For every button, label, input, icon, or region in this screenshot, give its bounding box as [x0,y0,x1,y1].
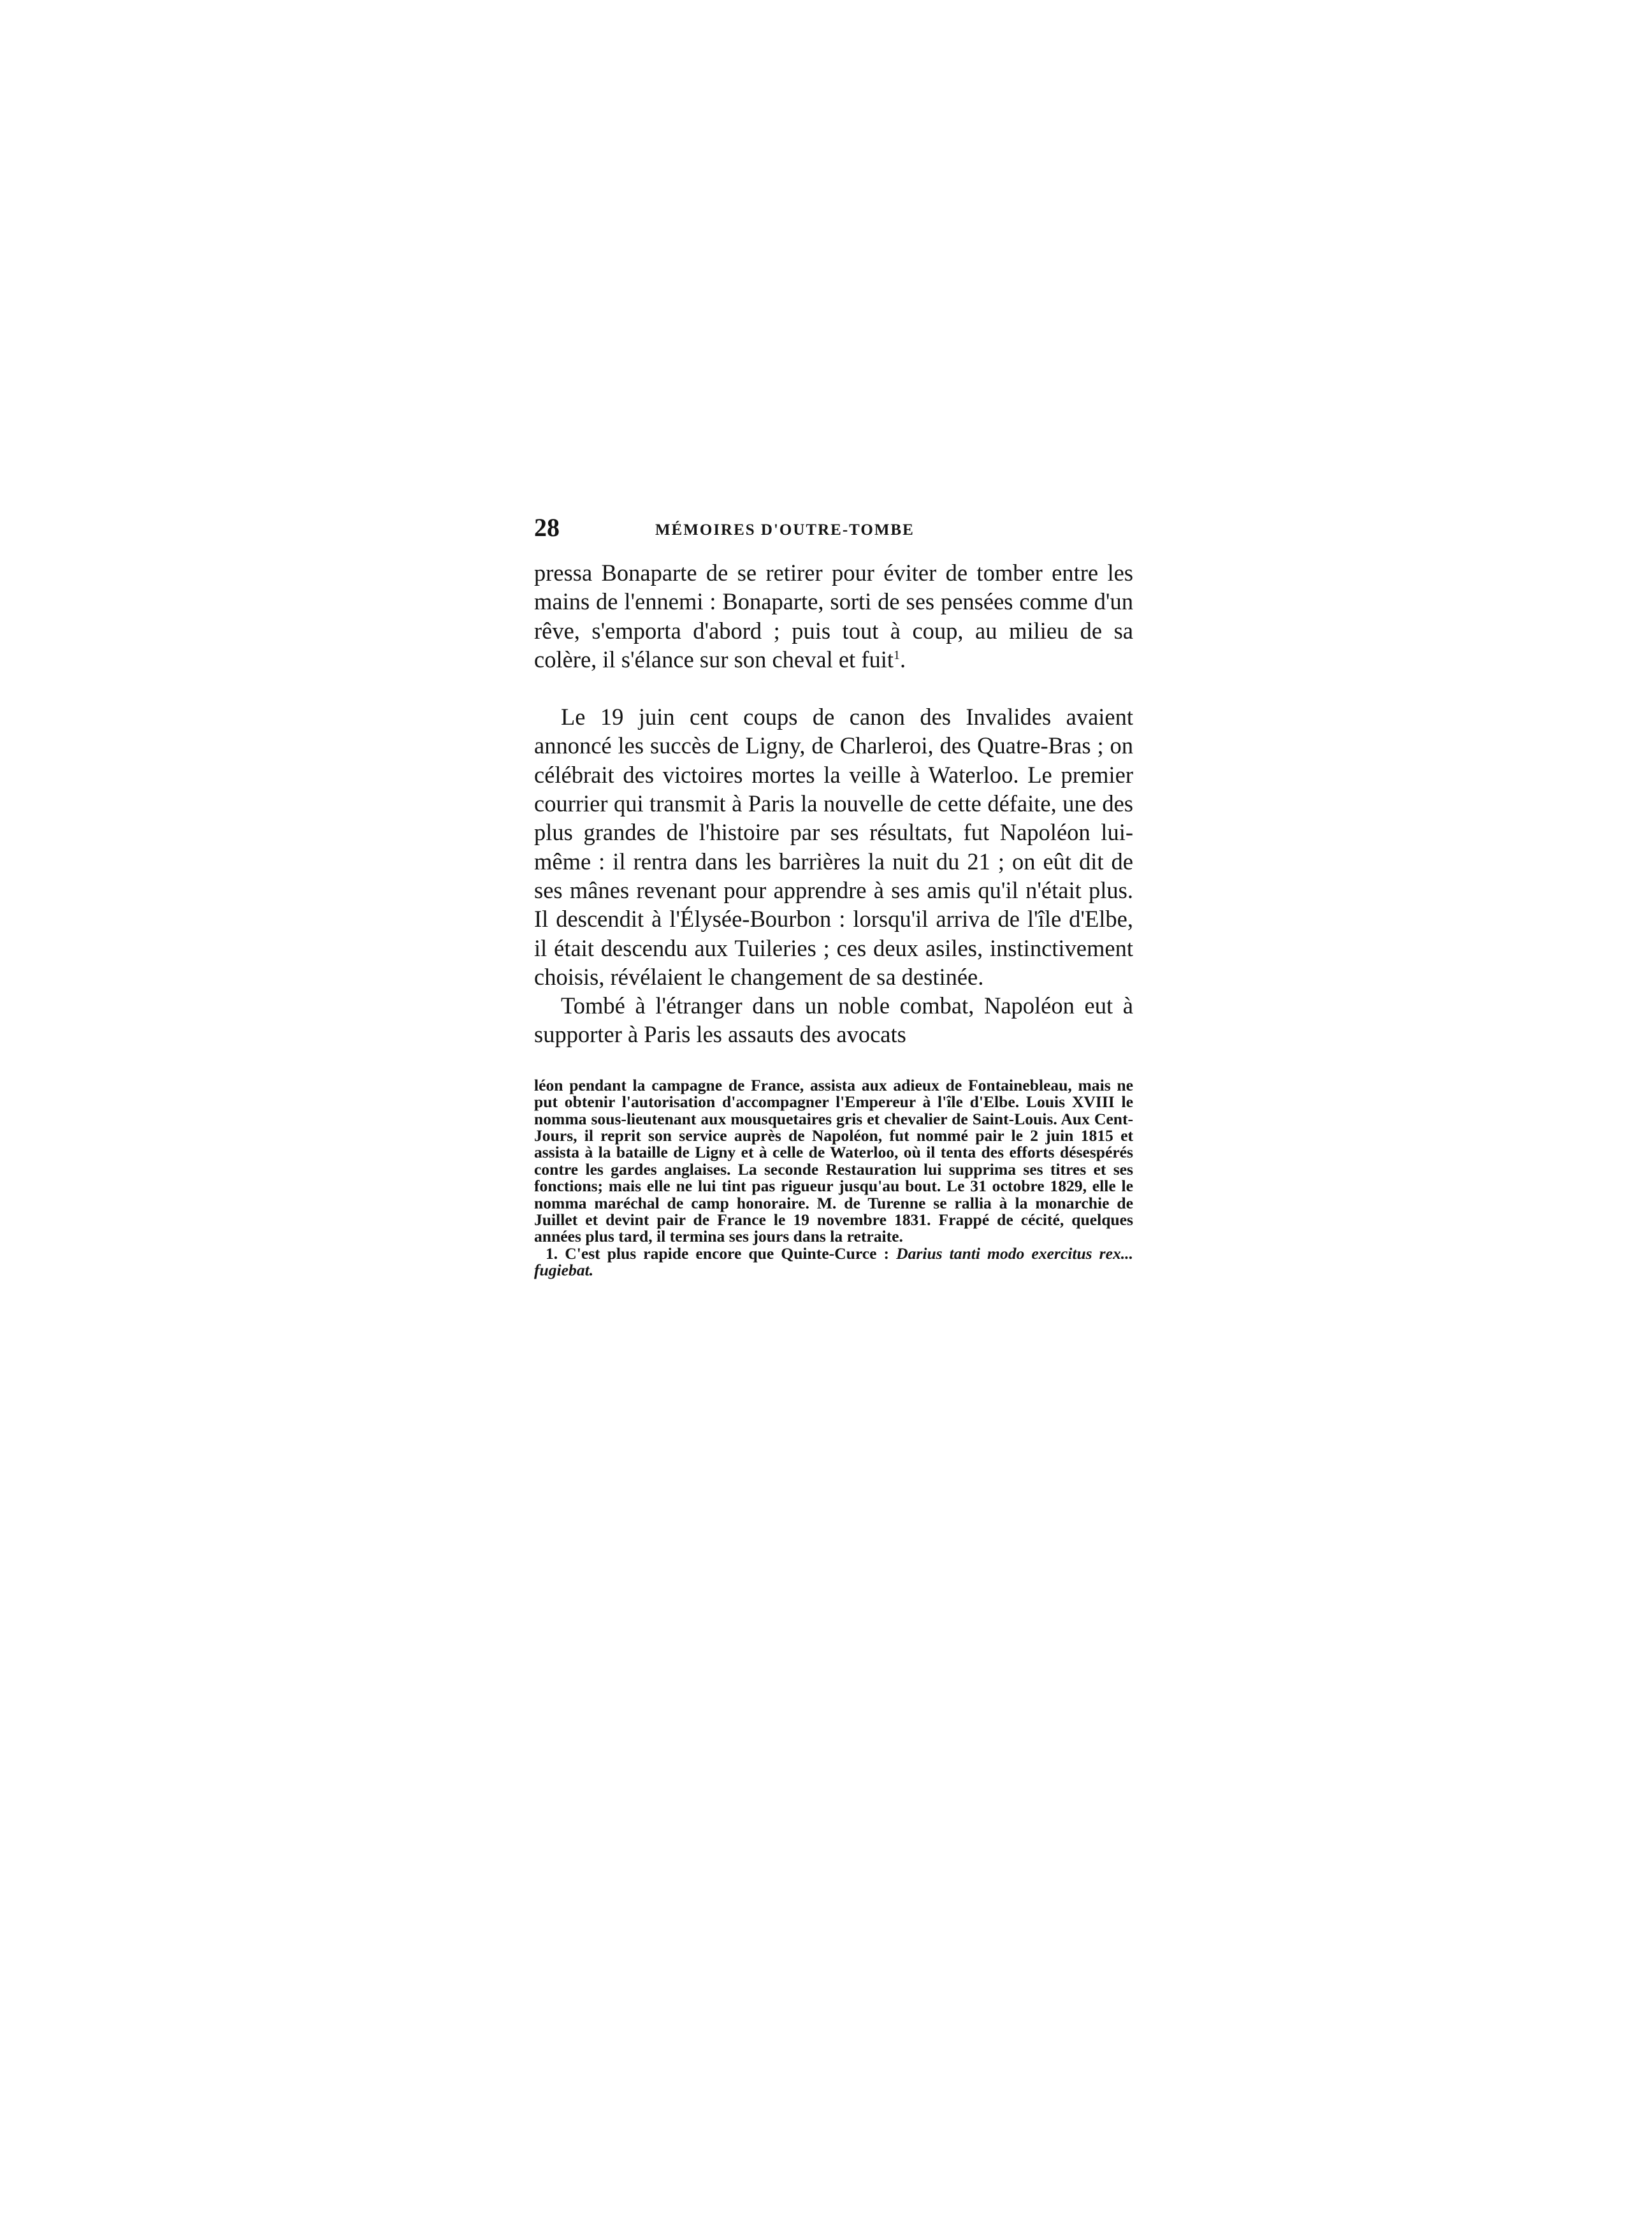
paragraph-continued [534,558,1133,674]
book-page [534,515,1133,1279]
footnote-text: C'est plus rapide encore que Quinte-Curce : [565,1244,890,1263]
footnote-reference: 1 [894,648,900,662]
paragraph: Le 19 juin cent coups de canon des Invalides avaient annoncé les succès de Ligny, de Charleroi, des Quatre-Bras ; on célébrait des victoires mortes la veille à Waterloo. Le premier courrier qui transmit à Paris la nouvelle de cette défaite, une des plus grandes de l'histoire par ses résultats, fut Napoléon lui-même : il rentra dans les barrières la nuit du 21 ; on eût dit de ses mânes revenant pour apprendre à ses amis qu'il n'était plus. Il descendit à l'Élysée-Bourbon : lorsqu'il arriva de l'île d'Elbe, il était descendu aux Tuileries ; ces deux asiles, instinctivement choisis, révélaient le changement de sa destinée. [534,704,1133,990]
page-number: 28 [534,513,560,542]
footnote-continued: léon pendant la campagne de France, assista aux adieux de Fontainebleau, mais ne put obtenir l'autorisation d'accompagner l'Empereur à l'île d'Elbe. Louis XVIII le nomma sous-lieutenant aux mousquetaires gris et chevalier de Saint-Louis. Aux Cent-Jours, il reprit son service auprès de Napoléon, fut nommé pair le 2 juin 1815 et assista à la bataille de Ligny et à celle de Waterloo, où il tenta des efforts désespérés contre les gardes anglaises. La seconde Restauration lui supprima ses titres et ses fonctions; mais elle ne lui tint pas rigueur jusqu'au bout. Le 31 octobre 1829, elle le nomma maréchal de camp honoraire. M. de Turenne se rallia à la monarchie de Juillet et devint pair de France le 19 novembre 1831. Frappé de cécité, quelques années plus tard, il termina ses jours dans la retraite. [534,1075,1133,1246]
footnote-label: 1. [546,1244,558,1263]
running-title: MÉMOIRES D'OUTRE-TOMBE [655,521,915,539]
page-header [534,515,1133,543]
paragraph: Tombé à l'étranger dans un noble combat, Napoléon eut à supporter à Paris les assauts des avocats [534,992,1133,1048]
paragraph-text: pressa Bonaparte de se retirer pour éviter de tomber entre les mains de l'ennemi : Bonaparte, sorti de ses pensées comme d'un rêve, s'emporta d'abord ; puis tout à coup, au milieu de sa colère, il s'élance sur son cheval et fuit [534,560,1133,672]
paragraph-end: . [900,646,906,672]
footnote-1 [534,1245,1133,1279]
main-text [534,558,1133,1049]
footnotes [534,1077,1133,1279]
footnote-latin-quote: Darius tanti modo exercitus rex... fugiebat. [534,1244,1133,1280]
